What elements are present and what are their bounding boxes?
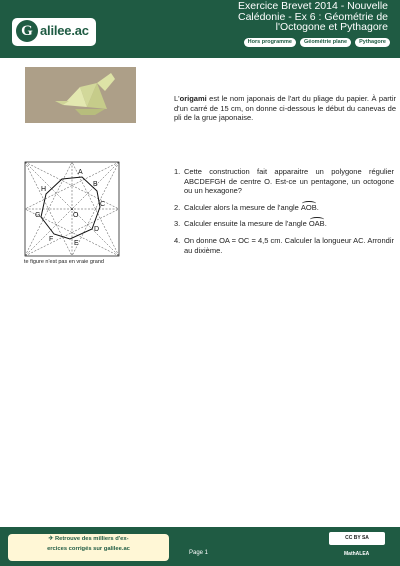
question-item	[174, 167, 394, 196]
promo-box[interactable]	[8, 534, 169, 561]
point-label-h: H	[41, 186, 47, 193]
origami-crane-image	[25, 67, 136, 123]
title-line: Calédonie - Ex 6 : Géométrie de	[238, 10, 388, 23]
title-line: Exercice Brevet 2014 - Nouvelle	[238, 0, 388, 12]
cc-license-icon[interactable]: CC BY SA	[329, 532, 385, 545]
point-label-c: C	[100, 201, 106, 208]
promo-line	[8, 534, 169, 544]
mathalea-brand: MathALEA	[344, 551, 370, 557]
angle-oab: OAB	[308, 219, 325, 229]
question-list	[174, 167, 394, 262]
point-label-a: A	[78, 169, 83, 176]
origami-crane-photo	[25, 67, 136, 123]
tag-geometrie-plane[interactable]: Géométrie plane	[300, 38, 351, 47]
question-item	[174, 219, 394, 229]
question-text: On donne OA = OC = 4,5 cm. Calculer la longueur AC. Arrondir au dixième.	[184, 235, 394, 255]
footer-banner	[0, 527, 400, 566]
octagon-figure	[24, 161, 120, 262]
intro-bold-word: origami	[179, 94, 207, 103]
rocket-icon: ✈	[48, 536, 54, 542]
exercise-title	[128, 1, 388, 33]
intro-paragraph	[174, 94, 396, 123]
question-number: 2.	[174, 202, 181, 212]
tag-pythagore[interactable]: Pythagore	[355, 38, 390, 47]
promo-text-1: Retrouve des milliers d'ex-	[54, 536, 129, 542]
figure-caption: te figure n'est pas en vraie grand	[24, 259, 104, 265]
question-text: Calculer alors la mesure de l'angle	[184, 202, 301, 212]
question-number: 1.	[174, 167, 181, 176]
title-line: l'Octogone et Pythagore	[275, 21, 388, 33]
question-number: 4.	[174, 235, 181, 245]
question-text: Calculer ensuite la mesure de l'angle	[184, 219, 309, 229]
logo-g-icon: G	[16, 20, 38, 42]
page-number: Page 1	[189, 550, 209, 556]
intro-text: est le nom japonais de l'art du pliage du papier. À partir d'un carré de 15 cm, on donne ci-dessous le début du canevas de pli de la grue japonaise.	[174, 94, 396, 122]
point-label-d: D	[94, 226, 100, 233]
angle-aob: AOB	[300, 202, 317, 212]
intro-prefix: L'	[174, 94, 180, 103]
point-label-b: B	[93, 181, 98, 188]
tag-hors-programme[interactable]: Hors programme	[244, 38, 296, 47]
tag-list	[244, 38, 390, 47]
octagon-diagram	[24, 161, 120, 257]
point-label-e: E	[74, 240, 79, 247]
promo-line: ercices corrigés sur galilee.ac	[47, 546, 130, 552]
logo-text: alilee.ac	[40, 23, 89, 38]
header-banner	[0, 0, 400, 58]
question-number: 3.	[174, 219, 181, 229]
question-item	[174, 236, 394, 255]
galilee-logo[interactable]	[12, 18, 96, 46]
question-end: .	[316, 202, 319, 212]
question-item	[174, 203, 394, 213]
question-end: .	[324, 219, 327, 229]
point-label-o: O	[73, 212, 79, 219]
question-text: Cette construction fait apparaitre un polygone régulier ABCDEFGH de centre O. Est-ce un pentagone, un octogone ou un hexagone?	[184, 167, 394, 196]
point-label-g: G	[35, 212, 41, 219]
point-label-f: F	[49, 236, 54, 243]
